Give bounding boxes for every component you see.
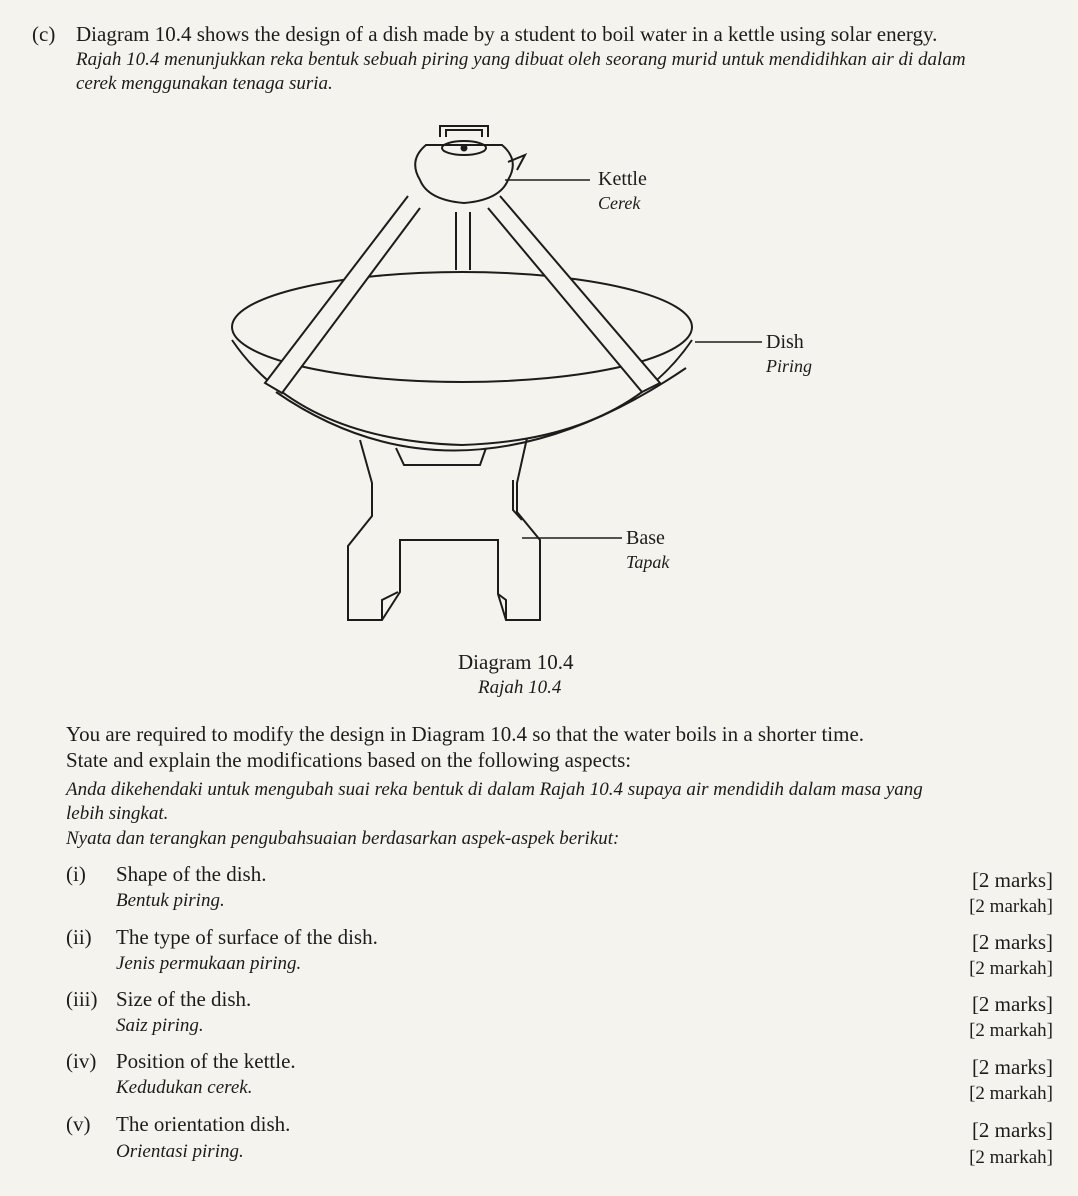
part-text: The orientation dish. (116, 1112, 291, 1136)
part-text: Position of the kettle. (116, 1049, 296, 1073)
marks-english: [2 marks] (971, 1118, 1053, 1142)
part-text-malay: Kedudukan cerek. (116, 1077, 253, 1098)
instruction-malay-2: lebih singkat. (66, 803, 169, 824)
part-text-malay: Orientasi piring. (116, 1141, 244, 1162)
marks-malay: [2 markah] (969, 1020, 1053, 1041)
part-text: Size of the dish. (116, 987, 252, 1011)
intro-english: Diagram 10.4 shows the design of a dish made by a student to boil water in a kettle using solar energy. (76, 22, 938, 46)
kettle-label: Kettle (598, 168, 647, 190)
kettle-label-malay: Cerek (598, 193, 641, 213)
diagram-caption: Diagram 10.4 (458, 650, 574, 674)
marks-english: [2 marks] (971, 868, 1053, 892)
question-label: (c) (32, 22, 56, 46)
marks-malay: [2 markah] (969, 896, 1053, 917)
part-number: (iv) (66, 1049, 97, 1073)
instruction-english-2: State and explain the modifications based on the following aspects: (66, 748, 632, 772)
dish-label-malay: Piring (766, 356, 813, 376)
part-number: (iii) (66, 987, 98, 1011)
marks-malay: [2 markah] (969, 958, 1053, 979)
marks-english: [2 marks] (971, 930, 1053, 954)
part-number: (i) (66, 862, 86, 886)
base-label-malay: Tapak (626, 552, 670, 572)
intro-malay-line-1: Rajah 10.4 menunjukkan reka bentuk sebuah piring yang dibuat oleh seorang murid untuk mendidihkan air di dalam (76, 49, 966, 70)
instruction-english-1: You are required to modify the design in Diagram 10.4 so that the water boils in a shorter time. (66, 722, 865, 746)
part-number: (v) (66, 1112, 91, 1136)
marks-malay: [2 markah] (969, 1083, 1053, 1104)
part-text: Shape of the dish. (116, 862, 267, 886)
part-text-malay: Saiz piring. (116, 1015, 204, 1036)
dish-label: Dish (766, 331, 804, 353)
instruction-malay-3: Nyata dan terangkan pengubahsuaian berdasarkan aspek-aspek berikut: (66, 828, 620, 849)
part-text-malay: Bentuk piring. (116, 890, 225, 911)
diagram-caption-malay: Rajah 10.4 (478, 677, 562, 698)
marks-english: [2 marks] (971, 1055, 1053, 1079)
base-drawing (348, 438, 540, 620)
base-label: Base (626, 527, 665, 549)
intro-malay-line-2: cerek menggunakan tenaga suria. (76, 73, 333, 94)
marks-english: [2 marks] (971, 992, 1053, 1016)
kettle-drawing (415, 126, 525, 203)
part-text-malay: Jenis permukaan piring. (116, 953, 302, 974)
marks-malay: [2 markah] (969, 1147, 1053, 1168)
part-text: The type of surface of the dish. (116, 925, 378, 949)
instruction-malay-1: Anda dikehendaki untuk mengubah suai reka bentuk di dalam Rajah 10.4 supaya air mendidih dalam masa yang (66, 779, 923, 800)
part-number: (ii) (66, 925, 92, 949)
